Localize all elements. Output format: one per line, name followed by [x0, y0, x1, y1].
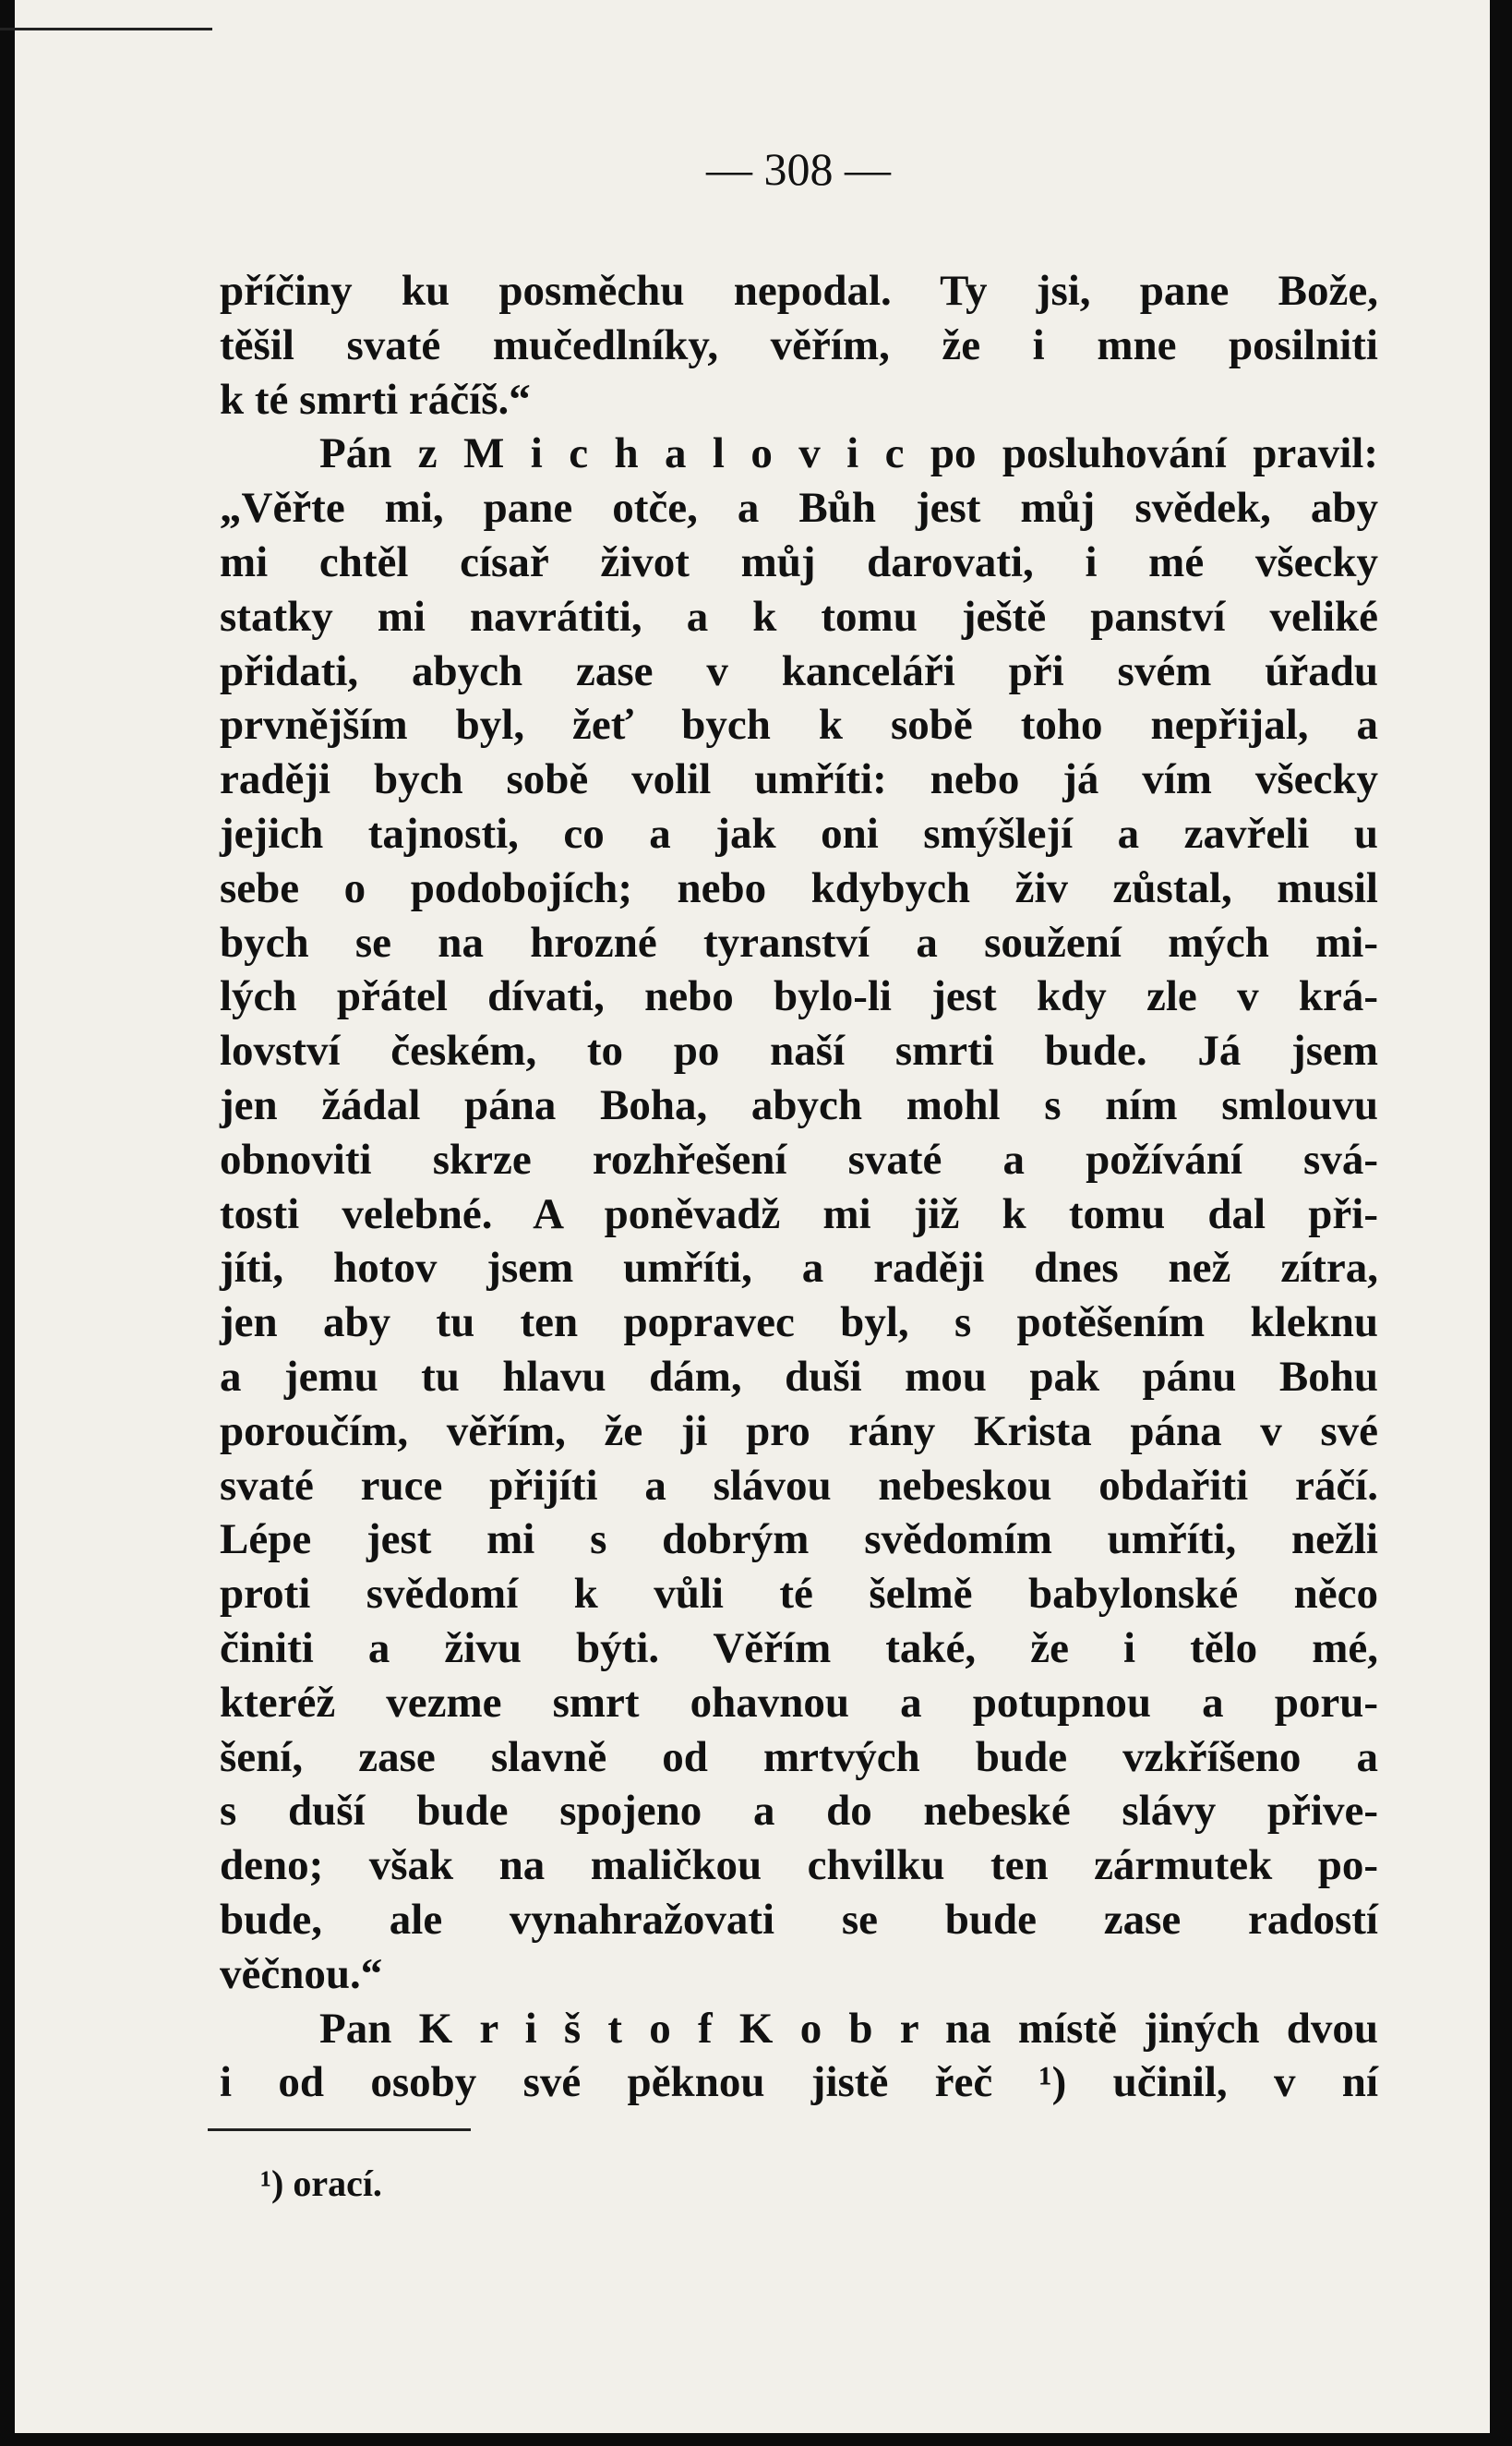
- text-line: sebe o podobojích; nebo kdybych živ zůstal, musil: [220, 863, 1378, 912]
- text-line: poroučím, věřím, že ji pro rány Krista pána v své: [220, 1406, 1378, 1455]
- text-line: obnoviti skrze rozhřešení svaté a požívání svá-: [220, 1135, 1378, 1184]
- text-line: deno; však na maličkou chvilku ten zármutek po-: [220, 1841, 1378, 1890]
- text-line: a jemu tu hlavu dám, duši mou pak pánu Bohu: [220, 1352, 1378, 1401]
- body-text: [220, 264, 1378, 2110]
- text-line: statky mi navrátiti, a k tomu ještě panství veliké: [220, 592, 1378, 641]
- text-line: bude, ale vynahražovati se bude zase radostí: [220, 1895, 1378, 1944]
- text-line: proti svědomí k vůli té šelmě babylonské něco: [220, 1570, 1378, 1619]
- text-line: Pan K r i š t o f K o b r na místě jiných dvou: [319, 2004, 1378, 2053]
- text-line: jen aby tu ten popravec byl, s potěšením kleknu: [220, 1298, 1378, 1347]
- text-line: Lépe jest mi s dobrým svědomím umříti, nežli: [220, 1515, 1378, 1564]
- top-rule: [0, 28, 212, 30]
- text-line: jíti, hotov jsem umříti, a raději dnes než zítra,: [220, 1244, 1378, 1293]
- text-line: lovství českém, to po naší smrti bude. Já jsem: [220, 1027, 1378, 1076]
- footnote-rule: [208, 2128, 471, 2131]
- text-line: k té smrti ráčíš.“: [220, 375, 531, 424]
- scan-border-left: [0, 0, 15, 2446]
- text-line: těšil svaté mučedlníky, věřím, že i mne posilniti: [220, 320, 1378, 369]
- text-line: bych se na hrozné tyranství a soužení mých mi-: [220, 918, 1378, 967]
- text-line: kteréž vezme smrt ohavnou a potupnou a poru-: [220, 1678, 1378, 1727]
- text-line: raději bych sobě volil umříti: nebo já vím všecky: [220, 755, 1378, 804]
- text-line: šení, zase slavně od mrtvých bude vzkříšeno a: [220, 1732, 1378, 1781]
- text-line: svaté ruce přijíti a slávou nebeskou obdařiti ráčí.: [220, 1461, 1378, 1510]
- scan-border-right: [1490, 0, 1512, 2446]
- text-line: činiti a živu býti. Věřím také, že i tělo mé,: [220, 1623, 1378, 1672]
- text-line: s duší bude spojeno a do nebeské slávy přive-: [220, 1787, 1378, 1836]
- text-line: jejich tajnosti, co a jak oni smýšlejí a zavřeli u: [220, 809, 1378, 858]
- text-line: i od osoby své pěknou jistě řeč ¹) učinil, v ní: [220, 2058, 1378, 2107]
- text-line: přidati, abych zase v kanceláři při svém úřadu: [220, 646, 1378, 695]
- text-line: lých přátel dívati, nebo bylo-li jest kdy zle v krá-: [220, 972, 1378, 1021]
- text-line: mi chtěl císař život můj darovati, i mé všecky: [220, 537, 1378, 586]
- page-number: — 308 —: [706, 143, 891, 195]
- text-line: jen žádal pána Boha, abych mohl s ním smlouvu: [220, 1080, 1378, 1129]
- text-line: věčnou.“: [220, 1949, 383, 1998]
- footnote: ¹) orací.: [260, 2163, 382, 2204]
- text-line: tosti velebné. A poněvadž mi již k tomu dal při-: [220, 1189, 1378, 1238]
- text-line: „Věřte mi, pane otče, a Bůh jest můj svědek, aby: [220, 484, 1378, 533]
- text-line: Pán z M i c h a l o v i c po posluhování pravil:: [319, 429, 1378, 478]
- text-line: prvnějším byl, žeť bych k sobě toho nepřijal, a: [220, 701, 1378, 750]
- scan-border-bottom: [0, 2433, 1512, 2446]
- text-line: příčiny ku posměchu nepodal. Ty jsi, pane Bože,: [220, 267, 1378, 315]
